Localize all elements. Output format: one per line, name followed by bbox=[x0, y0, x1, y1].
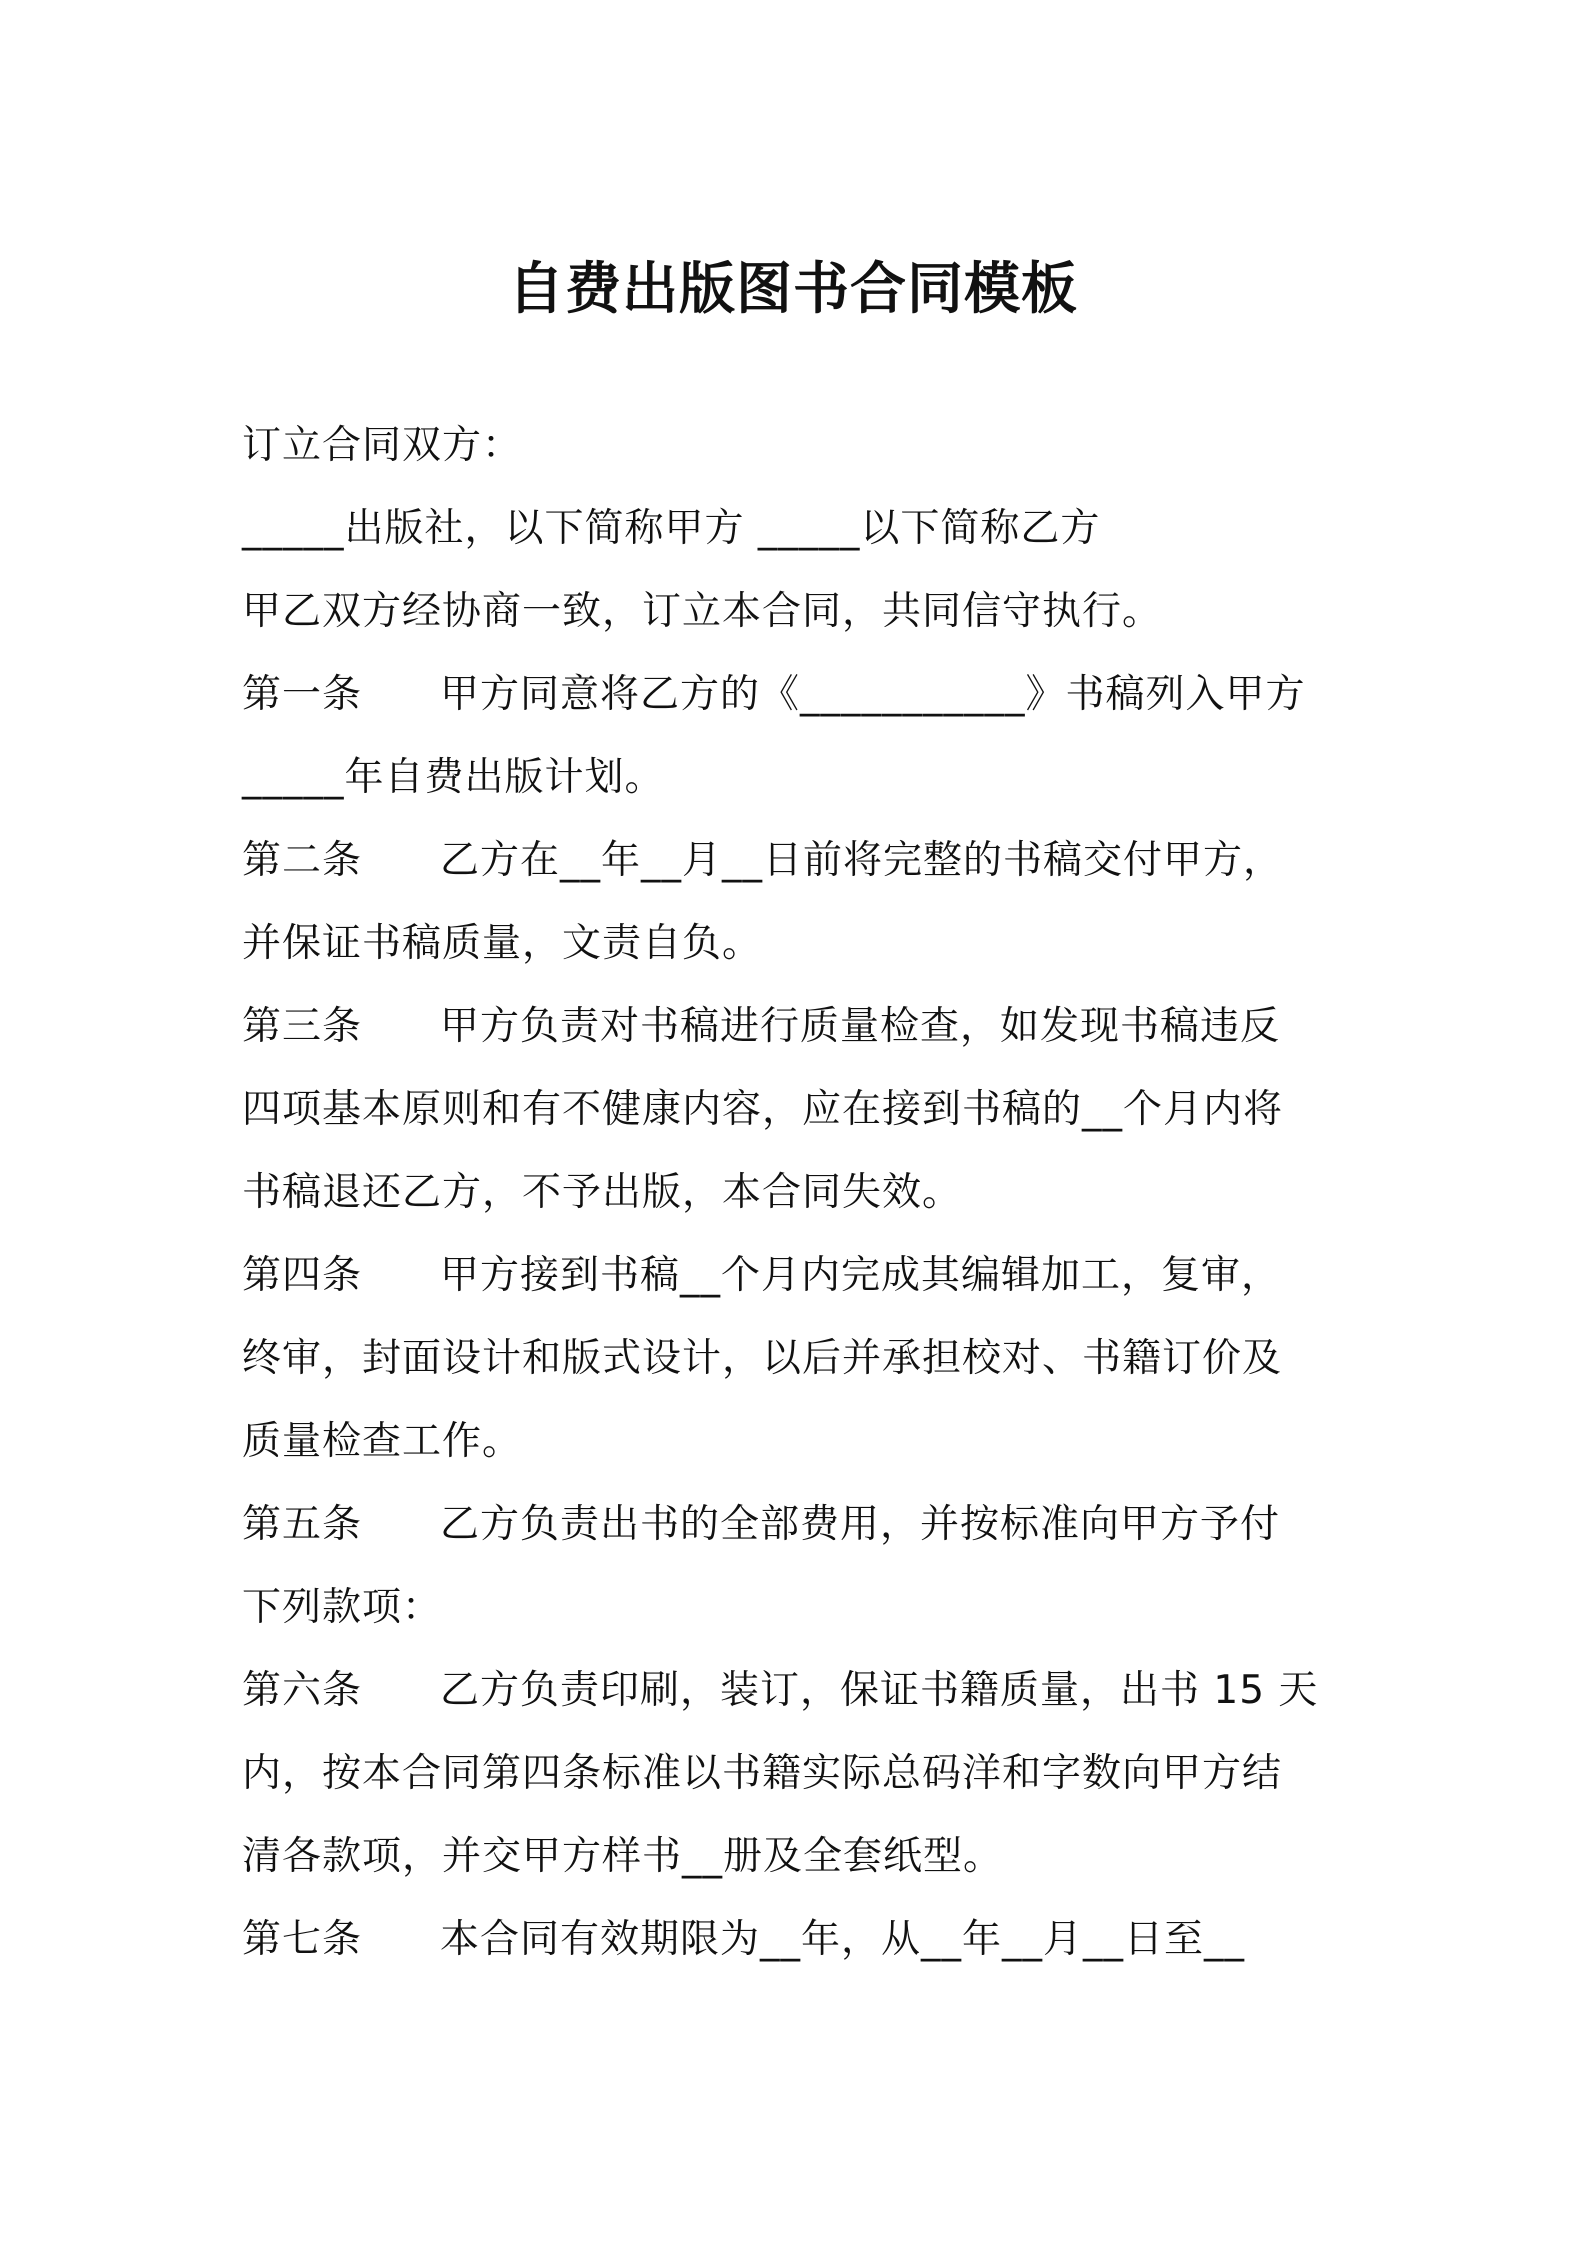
document-body bbox=[242, 404, 1362, 1981]
line-text: 清各款项，并交甲方样书__册及全套纸型。 bbox=[242, 1834, 1004, 1879]
line-text: 终审，封面设计和版式设计，以后并承担校对、书籍订价及 bbox=[242, 1336, 1283, 1381]
text-line bbox=[242, 1815, 1362, 1898]
text-line bbox=[242, 1234, 1362, 1317]
line-text: 甲乙双方经协商一致，订立本合同，共同信守执行。 bbox=[242, 589, 1163, 634]
text-line bbox=[242, 1068, 1362, 1151]
line-text: 订立合同双方： bbox=[242, 423, 523, 468]
text-line bbox=[242, 736, 1362, 819]
article-number: 第五条 bbox=[242, 1502, 363, 1547]
article-number: 第四条 bbox=[242, 1253, 363, 1298]
text-line bbox=[242, 487, 1362, 570]
line-text: 乙方负责出书的全部费用，并按标准向甲方予付 bbox=[440, 1502, 1281, 1547]
text-line bbox=[242, 902, 1362, 985]
line-text: 四项基本原则和有不健康内容，应在接到书稿的__个月内将 bbox=[242, 1087, 1284, 1132]
article-number: 第七条 bbox=[242, 1917, 363, 1962]
line-text: 质量检查工作。 bbox=[242, 1419, 523, 1464]
text-line bbox=[242, 1317, 1362, 1400]
line-text: 甲方同意将乙方的《___________》书稿列入甲方 bbox=[440, 672, 1306, 717]
line-text: 甲方负责对书稿进行质量检查，如发现书稿违反 bbox=[440, 1004, 1281, 1049]
text-line bbox=[242, 819, 1362, 902]
text-line bbox=[242, 1151, 1362, 1234]
article-number: 第一条 bbox=[242, 672, 363, 717]
document-title: 自费出版图书合同模板 bbox=[508, 257, 1078, 322]
text-line bbox=[242, 1732, 1362, 1815]
text-line bbox=[242, 570, 1362, 653]
article-number: 第三条 bbox=[242, 1004, 363, 1049]
line-text: 并保证书稿质量，文责自负。 bbox=[242, 921, 763, 966]
text-line bbox=[242, 1483, 1362, 1566]
text-line bbox=[242, 1649, 1362, 1732]
article-number: 第二条 bbox=[242, 838, 363, 883]
text-line bbox=[242, 653, 1362, 736]
line-text: 甲方接到书稿__个月内完成其编辑加工，复审， bbox=[440, 1253, 1282, 1298]
line-text: _____年自费出版计划。 bbox=[242, 755, 665, 800]
line-text: 下列款项： bbox=[242, 1585, 443, 1630]
article-number: 第六条 bbox=[242, 1668, 363, 1713]
text-line bbox=[242, 1400, 1362, 1483]
text-line bbox=[242, 1898, 1362, 1981]
line-text: 乙方负责印刷，装订，保证书籍质量，出书 15 天 bbox=[440, 1668, 1319, 1713]
line-text: 书稿退还乙方，不予出版，本合同失效。 bbox=[242, 1170, 963, 1215]
text-line bbox=[242, 404, 1362, 487]
text-line bbox=[242, 1566, 1362, 1649]
line-text: 内，按本合同第四条标准以书籍实际总码洋和字数向甲方结 bbox=[242, 1751, 1283, 1796]
line-text: _____出版社，以下简称甲方 _____以下简称乙方 bbox=[242, 506, 1101, 551]
line-text: 乙方在__年__月__日前将完整的书稿交付甲方， bbox=[440, 838, 1284, 883]
text-line bbox=[242, 985, 1362, 1068]
line-text: 本合同有效期限为__年，从__年__月__日至__ bbox=[440, 1917, 1246, 1962]
